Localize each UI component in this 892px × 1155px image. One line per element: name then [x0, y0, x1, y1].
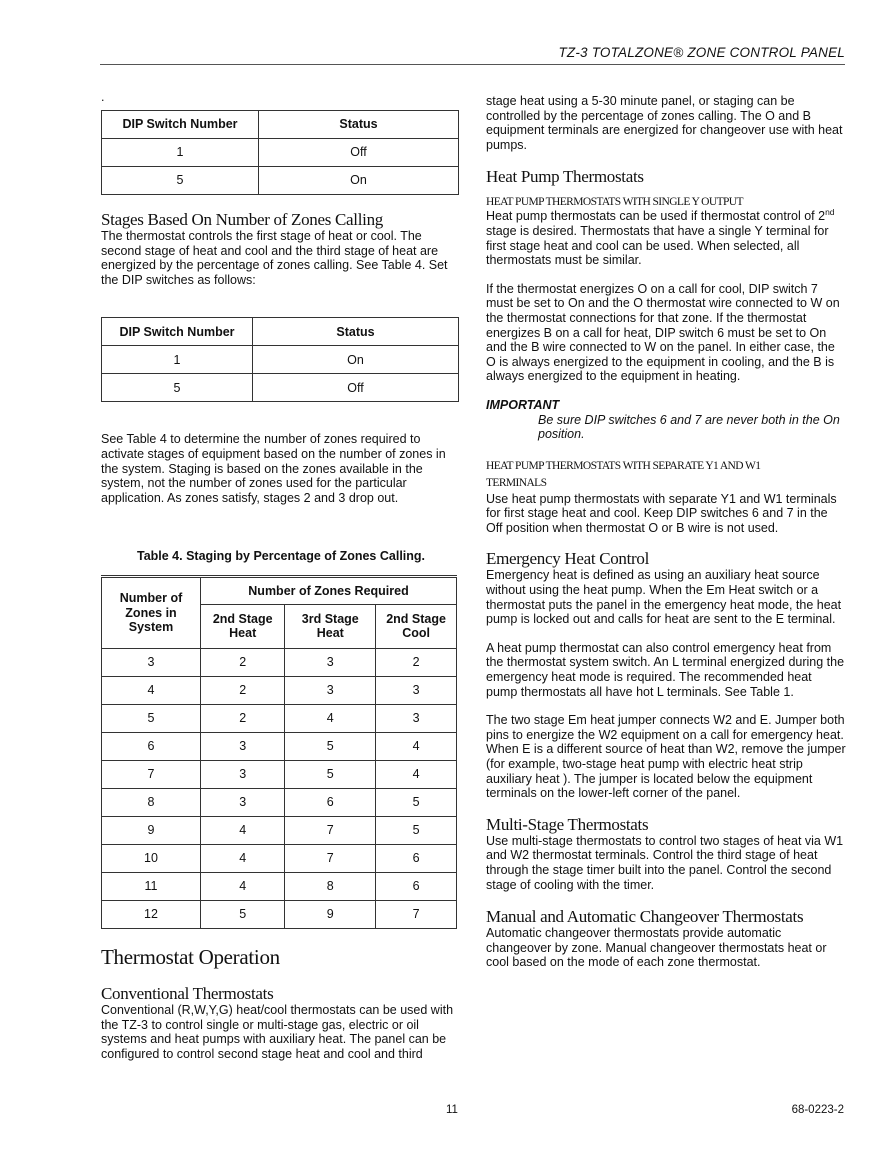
table-cell: 5 [376, 816, 457, 844]
table-row [102, 676, 457, 704]
table-cell: 2 [201, 676, 285, 704]
staging-table-body [102, 648, 457, 928]
table-cell: 4 [376, 760, 457, 788]
dip-table-header: Status [253, 318, 459, 346]
table-cell: On [259, 167, 459, 195]
paragraph-text: Heat pump thermostats can be used if thermostat control of 2 [486, 209, 826, 224]
table-cell: 6 [376, 872, 457, 900]
table-cell: 10 [102, 844, 201, 872]
table-header: 2nd Stage Cool [376, 604, 457, 648]
table-cell: 3 [285, 676, 376, 704]
subsection-heading: Conventional Thermostats [101, 983, 274, 1003]
table-cell: On [253, 346, 459, 374]
table-cell: 12 [102, 900, 201, 928]
table-cell: 7 [285, 816, 376, 844]
table-cell: 7 [376, 900, 457, 928]
table-cell: 5 [201, 900, 285, 928]
paragraph: The two stage Em heat jumper connects W2 and E. Jumper both pins to energize the W2 equipment on a call for emergency heat. When E is a different source of heat than W2, remove the jumper (for example, two-stage heat pump with electric heat strip auxiliary heat ). The jumper is located below the equipment terminals on the lower-left corner of the panel. [486, 713, 846, 801]
table-cell: 7 [102, 760, 201, 788]
dip-table-1 [101, 110, 459, 195]
table-row [102, 760, 457, 788]
table-cell: 5 [102, 374, 253, 402]
table-cell: 11 [102, 872, 201, 900]
table-cell: 1 [102, 346, 253, 374]
staging-table [101, 575, 457, 929]
important-label: IMPORTANT [486, 397, 560, 412]
table-row [102, 872, 457, 900]
table-cell: 3 [376, 676, 457, 704]
paragraph [486, 209, 846, 267]
table-cell: 3 [285, 648, 376, 676]
table-cell: 8 [285, 872, 376, 900]
subsection-heading: HEAT PUMP THERMOSTATS WITH SINGLE Y OUTPUT [486, 196, 743, 209]
paragraph: Use heat pump thermostats with separate Y1 and W1 terminals for first stage heat and cool. Keep DIP switches 6 and 7 in the Off position when thermostat O or B wire is not used. [486, 491, 837, 535]
paragraph: See Table 4 to determine the number of zones required to activate stages of equipment based on the number of zones in the system. Staging is based on the zones available in the system, not the number of zones used for the particular application. As zones satisfy, stages 2 and 3 drop out. [101, 432, 446, 505]
table-header: 2nd Stage Heat [201, 604, 285, 648]
paragraph: The thermostat controls the first stage of heat or cool. The second stage of heat and cool and the third stage of heat are energized by the percentage of zones calling. See Table 4. Set the DIP switches as follows: [101, 229, 448, 287]
header-rule [100, 64, 845, 65]
page-number: 11 [446, 1104, 458, 1116]
table-cell: 5 [285, 732, 376, 760]
table-row [102, 732, 457, 760]
table-cell: 3 [201, 788, 285, 816]
section-heading: Stages Based On Number of Zones Calling [101, 210, 383, 229]
table-header: 3rd Stage Heat [285, 604, 376, 648]
paragraph: Emergency heat is defined as using an auxiliary heat source without using the heat pump. When the Em Heat switch or a thermostat puts the panel in the emergency heat mode, the heat pump is locked out and calls for heat are sent to the E terminal. [486, 568, 842, 627]
stray-dot: . [101, 90, 105, 104]
table-cell: 6 [285, 788, 376, 816]
important-note: Be sure DIP switches 6 and 7 are never both in the On position. [538, 412, 840, 442]
table-cell: 9 [285, 900, 376, 928]
paragraph: A heat pump thermostat can also control emergency heat from the thermostat system switch. An L terminal energized during the emergency heat mode is required. The recommended heat pump thermostats all have hot L terminals. See Table 1. [486, 640, 845, 699]
running-header: TZ-3 TOTALZONE® ZONE CONTROL PANEL [558, 45, 845, 60]
paragraph: If the thermostat energizes O on a call for cool, DIP switch 7 must be set to On and the O thermostat wire connected to W on the thermostat connections for that zone. If the thermostat energizes B on a call for heat, DIP switch 6 must be set to On and the B wire connected to W on the panel. In either case, the O is always energized to the equipment in cooling, and the B is always energized to the equipment in heating. [486, 281, 840, 384]
table-row [102, 704, 457, 732]
section-heading: Heat Pump Thermostats [486, 167, 644, 187]
table-cell: 4 [102, 676, 201, 704]
table-cell: 4 [285, 704, 376, 732]
table-cell: 4 [201, 872, 285, 900]
table-cell: 2 [201, 648, 285, 676]
table-cell: 4 [201, 844, 285, 872]
table-cell: 2 [376, 648, 457, 676]
table-row [102, 900, 457, 928]
table-header: Number of Zones Required [201, 576, 457, 604]
section-heading: Thermostat Operation [101, 944, 280, 969]
table-row [102, 346, 459, 374]
table-cell: 6 [102, 732, 201, 760]
table-cell: 3 [376, 704, 457, 732]
table-cell: 5 [102, 704, 201, 732]
table-cell: 4 [201, 816, 285, 844]
table-cell: Off [253, 374, 459, 402]
dip-table-2 [101, 317, 459, 402]
table-row [102, 816, 457, 844]
table-row [102, 374, 459, 402]
table-cell: 3 [201, 732, 285, 760]
table-cell: 5 [376, 788, 457, 816]
table-row [102, 788, 457, 816]
table-row [102, 844, 457, 872]
section-heading: Emergency Heat Control [486, 549, 650, 569]
subsection-heading: HEAT PUMP THERMOSTATS WITH SEPARATE Y1 AND W1 TERMINALS [486, 459, 761, 489]
dip-table-header: Status [259, 111, 459, 139]
superscript: nd [825, 207, 835, 218]
table-cell: 8 [102, 788, 201, 816]
table-cell: 3 [102, 648, 201, 676]
dip-table-header: DIP Switch Number [102, 318, 253, 346]
table-cell: 5 [102, 167, 259, 195]
table-row [102, 648, 457, 676]
section-heading: Manual and Automatic Changeover Thermostats [486, 907, 804, 927]
paragraph: Conventional (R,W,Y,G) heat/cool thermostats can be used with the TZ-3 to control single or multi-stage gas, electric or oil systems and heat pumps with auxiliary heat. The panel can be configured to control second stage heat and cool and third [101, 1002, 454, 1061]
right-column [486, 92, 846, 970]
dip-table-header: DIP Switch Number [102, 111, 259, 139]
table-row [102, 139, 459, 167]
section-heading: Multi-Stage Thermostats [486, 814, 649, 834]
left-column [101, 92, 461, 1061]
paragraph: Automatic changeover thermostats provide automatic changeover by zone. Manual changeover thermostats heat or cool based on the mode of each zone thermostat. [486, 926, 827, 970]
table-caption: Table 4. Staging by Percentage of Zones Calling. [136, 549, 426, 564]
table-cell: 3 [201, 760, 285, 788]
paragraph: Use multi-stage thermostats to control two stages of heat via W1 and W2 thermostat terminals. Control the third stage of heat through the stage timer built into the panel. Control the second stage of cooling with the timer. [486, 833, 844, 892]
table-cell: Off [259, 139, 459, 167]
table-cell: 4 [376, 732, 457, 760]
paragraph-text: stage is desired. Thermostats that have a single Y terminal for first stage heat and cool can be used. When selected, all thermostats must be similar. [486, 223, 829, 268]
document-number: 68-0223-2 [791, 1104, 844, 1116]
paragraph: stage heat using a 5-30 minute panel, or staging can be controlled by the percentage of zones calling. The O and B equipment terminals are energized for changeover use with heat pumps. [486, 94, 843, 152]
table-cell: 2 [201, 704, 285, 732]
table-cell: 6 [376, 844, 457, 872]
table-cell: 9 [102, 816, 201, 844]
table-row [102, 167, 459, 195]
table-cell: 1 [102, 139, 259, 167]
table-cell: 7 [285, 844, 376, 872]
table-header: Number of Zones in System [102, 576, 201, 648]
table-cell: 5 [285, 760, 376, 788]
